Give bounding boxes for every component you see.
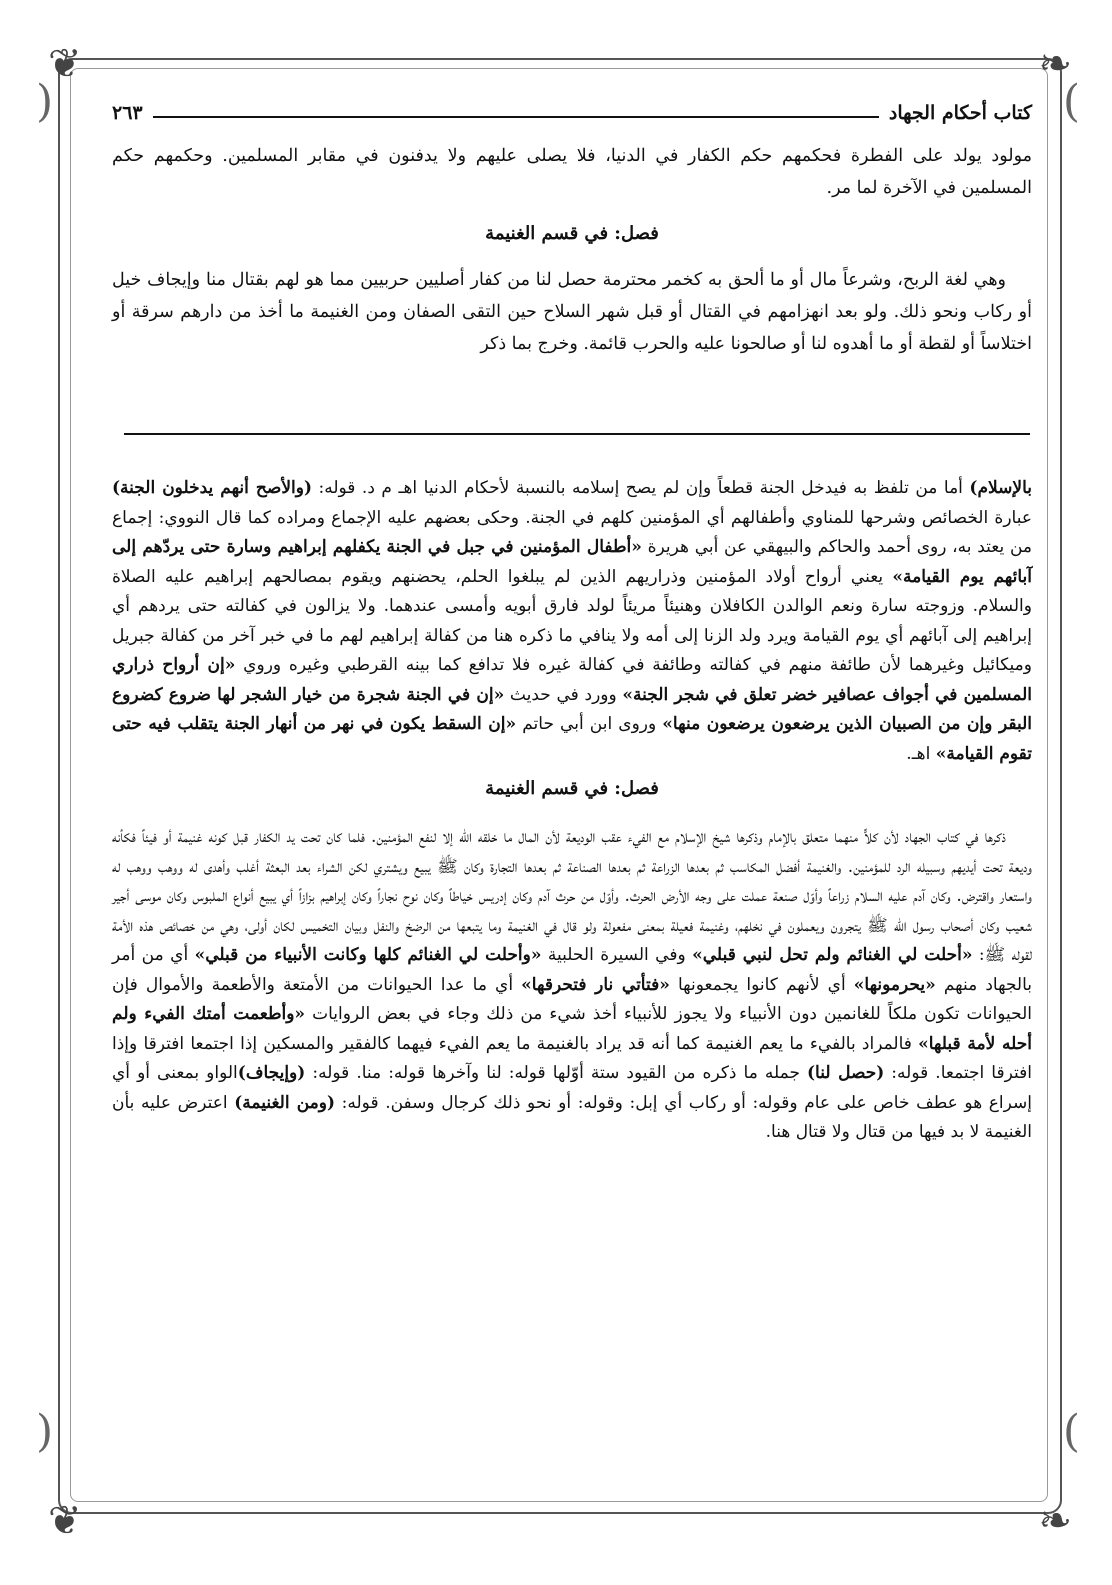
text-run: أي من أمر بالجهاد منهم xyxy=(112,945,1033,995)
text-run: وفي السيرة الحلبية xyxy=(541,945,693,965)
ornament-scroll-icon: ( xyxy=(36,76,54,127)
text-run: أما من تلفظ به فيدخل الجنة قطعاً وإن لم يصح إسلامه بالنسبة لأحكام الدنيا اهـ م د. قوله: xyxy=(311,478,970,498)
hadith: «وأحلت لي الغنائم كلها وكانت الأنبياء من قبلي» xyxy=(194,945,542,965)
running-header xyxy=(112,94,1032,124)
hadith: «إن في الجنة شجرة من خيار الشجر لها ضروع كضروع البقر وإن من الصبيان الذين يرضعون يرضعون منها» xyxy=(112,684,1032,734)
text-run: وورد في حديث xyxy=(504,684,623,705)
text-run: اعترض عليه بأن الغنيمة لا بد فيها من قتال ولا قتال هنا. xyxy=(112,1092,1032,1142)
quote: (ومن الغنيمة) xyxy=(234,1092,336,1113)
hadith: «أحلت لي الغنائم ولم تحل لنبي قبلي» xyxy=(692,945,973,965)
ornament-corner-icon: ❦ xyxy=(48,41,82,87)
ornament-corner-icon: ❦ xyxy=(48,1498,82,1544)
text-run: يعني أرواح أولاد المؤمنين وذراريهم الذين لم يبلغوا الحلم، يحضنهم ويقوم بمصالحهم إبراهيم عليه الصلاة والسلام. وزوجته سارة ونعم الوالدن الكافلان وهنيئاً مريئاً لولد فارق أبويه وأمسى عندهما. ولا يزالون في كفالته حتى يردهم أي إبراهيم إلى آبائهم أي يوم القيامة ويرد ولد الزنا إلى أمه ولا ينافي ما ذكره هنا من كفالة إبراهيم لهم ما في خبر آخر من كفالة جبريل وميكائيل وغيرهما لأن طائفة منهم في كفالته وطائفة في كفالة غيره فلا تدافع كما بينه القرطبي وغيره وروي xyxy=(112,566,1032,675)
ornament-corner-icon: ❧ xyxy=(1038,1498,1072,1544)
ornament-corner-icon: ❧ xyxy=(1038,41,1072,87)
text-run: ذكرها في كتاب الجهاد لأن كلاًّ منهما متعلق بالإمام وذكرها شيخ الإسلام مع الفيء عقب الوديعة لأن المال ما خلقه الله إلا لنفع المؤمنين. فلما كان تحت يد الكفار قبل كونه غنيمة أو فيئاً فكأنه وديعة تحت أيديهم وسبيله الرد للمؤمنين. والغنيمة أفضل المكاسب ثم بعدها الزراعة ثم بعدها الصناعة ثم بعدها التجارة وكان ﷺ يبيع ويشتري لكن الشراء بعد البعثة أغلب وأهدى له ووهب ووهب له واستعار واقترض. وكان آدم عليه السلام زراعاً وأوّل صنعة عملت على وجه الأرض الحرث. وأوّل من حرث آدم وكان إدريس خياطاً وكان نوح نجاراً وكان إبراهيم بزازاً أي يبيع أنواع الملبوس وكان موسى أجير شعيب وكان أصحاب رسول الله ﷺ يتجرون ويعملون في نخلهم، وغنيمة فعيلة بمعنى مفعولة ولو قال في الغنيمة وما يتبعها من الرضخ والنفل وبيان التخميس لكان أولى، وهي من خصائص هذه الأمة لقوله ﷺ: xyxy=(112,827,1033,965)
quote: (حصل لنا) xyxy=(807,1063,885,1083)
footnote-divider xyxy=(124,433,1030,435)
text-run: الواو بمعنى أو أي إسراع هو عطف خاص على عام وقوله: أو ركاب أي إبل: وقوله: أو نحو ذلك كرجال وسفن. قوله: xyxy=(112,1063,1032,1113)
page-number: ٢٦٣ xyxy=(112,102,143,124)
section-heading: فصل: في قسم الغنيمة xyxy=(485,778,659,799)
hadith: «إن السقط يكون في نهر من أنهار الجنة يتقلب فيه حتى تقوم القيامة» xyxy=(112,714,1032,764)
ornament-scroll-icon: ) xyxy=(1062,76,1080,127)
header-rule xyxy=(153,116,879,118)
hadith: «إن أرواح ذراري المسلمين في أجواف عصافير خضر تعلق في شجر الجنة» xyxy=(112,655,1033,705)
text-run: اهـ. xyxy=(906,743,936,764)
ornament-scroll-icon: ) xyxy=(1062,1406,1080,1457)
main-paragraph: وهي لغة الربح، وشرعاً مال أو ما ألحق به كخمر محترمة حصل لنا من كفار أصليين حربيين مما هو لهم بقتال منا وإيجاف خيل أو ركاب ونحو ذلك. ولو بعد انهزامهم في القتال أو قبل شهر السلاح حين التقى الصفان ومن الغنيمة ما أخذ من دارهم سرقة أو اختلاساً أو لقطة أو ما أهدوه لنا أو صالحونا عليه والحرب قائمة. وخرج بما ذكر xyxy=(112,270,1032,354)
main-text xyxy=(112,140,1032,360)
main-paragraph: مولود يولد على الفطرة فحكمهم حكم الكفار في الدنيا، فلا يصلى عليهم ولا يدفنون في مقابر المسلمين. وحكمهم حكم المسلمين في الآخرة لما مر. xyxy=(112,146,1032,198)
quote: «يحرمونها» xyxy=(853,974,936,995)
quote: «فتأتي نار فتحرقها» xyxy=(521,974,670,995)
commentary-paragraph xyxy=(112,823,1032,1148)
quote: (والأصح أنهم يدخلون الجنة) xyxy=(112,478,312,498)
text-run: أي لأنهم كانوا يجمعونها xyxy=(669,974,854,995)
book-title: كتاب أحكام الجهاد xyxy=(888,102,1032,124)
text-run: وروى ابن أبي حاتم xyxy=(516,714,663,734)
hadith: «وأطعمت أمتك الفيء ولم أحله لأمة قبلها» xyxy=(112,1004,1032,1054)
text-run: أي ما عدا الحيوانات من الأمتعة والأطعمة والأموال فإن الحيوانات تكون ملكاً للغانمين دون الأنبياء ولا يجوز للأنبياء أخذ شيء من ذلك وجاء في بعض الروايات xyxy=(112,974,1032,1024)
quote: (وإيجاف) xyxy=(237,1063,306,1083)
text-run: فالمراد بالفيء ما يعم الغنيمة كما أنه قد يراد بالغنيمة ما يعم الفيء فيهما كالفقير والمسكين إذا اجتمعا افترقا وإذا افترقا اجتمعا. قوله: xyxy=(112,1033,1032,1083)
text-run: جمله ما ذكره من القيود ستة أوّلها قوله: لنا وآخرها قوله: منا. قوله: xyxy=(305,1063,807,1083)
ornament-scroll-icon: ( xyxy=(36,1406,54,1457)
text-run: عبارة الخصائص وشرحها للمناوي وأطفالهم أي المؤمنين كلهم في الجنة. وحكى بعضهم عليه الإجماع ومراده كما قال النووي: إجماع من يعتد به، روى أحمد والحاكم والبيهقي عن أبي هريرة xyxy=(112,507,1032,557)
commentary xyxy=(112,474,1032,1148)
quote: بالإسلام) xyxy=(969,478,1032,498)
commentary-paragraph xyxy=(112,474,1032,769)
section-heading: فصل: في قسم الغنيمة xyxy=(485,223,659,244)
hadith: «أطفال المؤمنين في جبل في الجنة يكفلهم إبراهيم وسارة حتى يردّهم إلى آبائهم يوم القيامة» xyxy=(112,537,1032,587)
